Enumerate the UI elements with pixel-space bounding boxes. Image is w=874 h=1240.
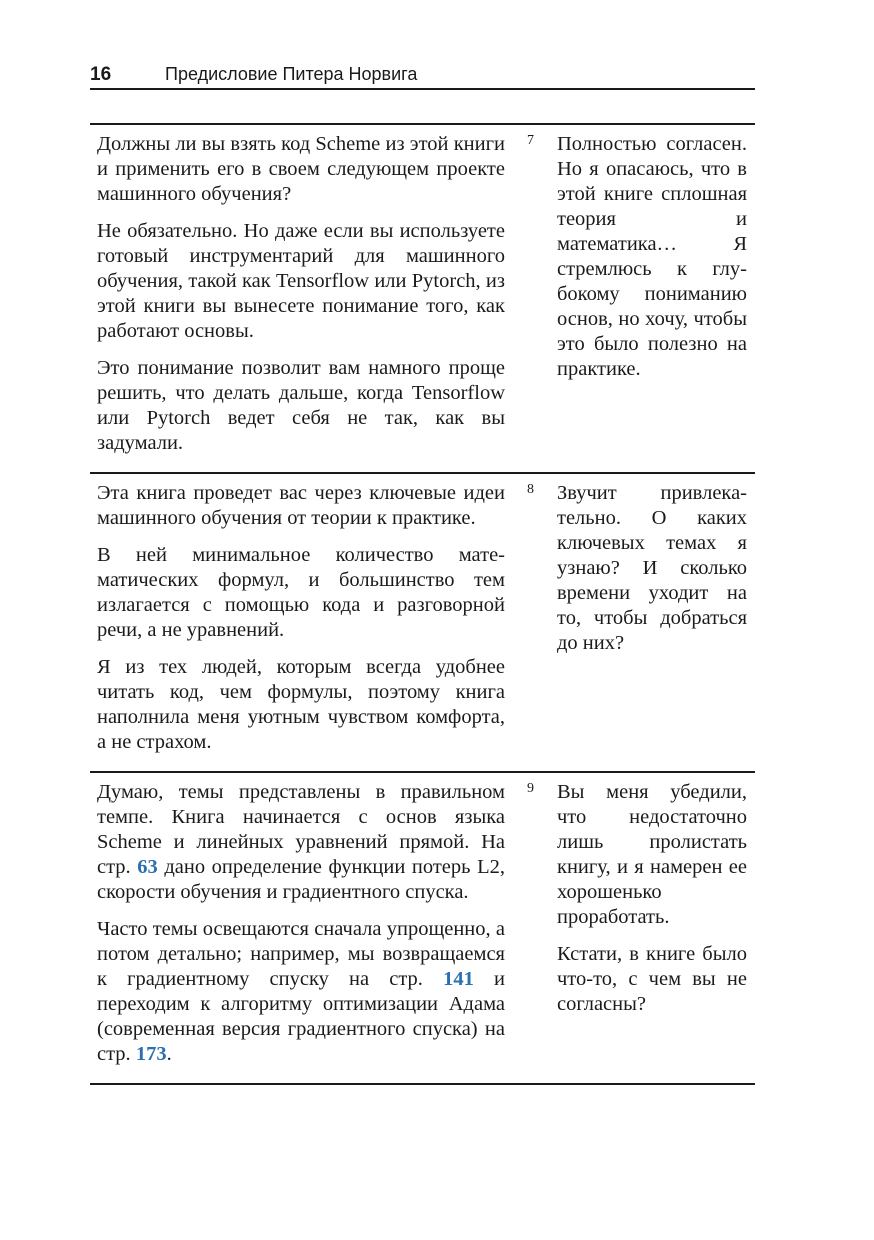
paragraph: Я из тех людей, которым всегда удобнее читать код, чем формулы, поэтому книга наполнила меня уютным чувством комфорта, а не страхом. [97, 656, 505, 753]
page-link-173[interactable]: 173 [135, 1043, 167, 1065]
dialogue-table [90, 123, 755, 1085]
row-number: 9 [527, 781, 534, 796]
running-title: Предисловие Питера Норвига [165, 64, 418, 84]
dialogue-row-8 [90, 474, 755, 773]
paragraph: Вы меня убедили, что недостаточно лишь пролистать книгу, и я намерен ее хорошенько проработать. [557, 781, 747, 928]
text-span: Часто темы освещаются сначала упрощенно, а потом детально; например, мы возвращаемся к градиентному спуску на стр. [97, 918, 505, 990]
paragraph: Это понимание позволит вам намного проще решить, что делать дальше, когда Tensorflow или Pytorch ведет себя не так, как вы задумали. [97, 357, 505, 454]
reader-column [557, 481, 747, 668]
page-link-141[interactable]: 141 [443, 968, 474, 990]
text-span: Думаю, темы представлены в правильном темпе. Книга начинается с основ языка Scheme и линейных уравнений прямой. На стр. [97, 781, 505, 878]
paragraph: Звучит привлекательно. О каких ключевых темах я узнаю? И сколько времени уходит на то, чтобы добраться до них? [557, 482, 747, 654]
paragraph: Кстати, в книге было что-то, с чем вы не согласны? [557, 943, 747, 1015]
paragraph: В ней минимальное количество математических формул, и большинство тем излагается с помощью кода и разговорной речи, а не уравнений. [97, 544, 505, 641]
paragraph: Полностью согласен. Но я опасаюсь, что в этой книге сплошная теория и математика… Я стремлюсь к глубокому пониманию основ, но хочу, чтобы это было полезно на практике. [557, 133, 747, 380]
dialogue-row-9 [90, 773, 755, 1085]
paragraph [97, 917, 505, 1067]
author-column [97, 474, 505, 771]
page-link-63[interactable]: 63 [137, 856, 158, 878]
page-header [90, 62, 755, 90]
paragraph: Должны ли вы взять код Scheme из этой книги и применить его в своем следующем проекте машинного обучения? [97, 133, 505, 205]
paragraph: Эта книга проведет вас через ключевые идеи машинного обучения от теории к практике. [97, 482, 505, 529]
text-span: дано определение функции потерь L2, скорости обучения и градиентного спуска. [97, 856, 505, 903]
text-span: и переходим к алгоритму оптимизации Адама (современная версия градиентного спуска) на стр. [97, 968, 505, 1065]
row-number: 7 [527, 133, 534, 148]
reader-column [557, 780, 747, 1029]
author-column [97, 773, 505, 1083]
page-number: 16 [90, 64, 112, 85]
row-number: 8 [527, 482, 534, 497]
paragraph [97, 780, 505, 905]
reader-column [557, 132, 747, 394]
dialogue-row-7 [90, 125, 755, 474]
paragraph: Не обязательно. Но даже если вы используете готовый инструментарий для машинного обучения, такой как Tensorflow или Pytorch, из этой книги вы вынесете понимание того, как работают основы. [97, 220, 505, 342]
author-column [97, 125, 505, 472]
text-span: . [166, 1043, 172, 1065]
